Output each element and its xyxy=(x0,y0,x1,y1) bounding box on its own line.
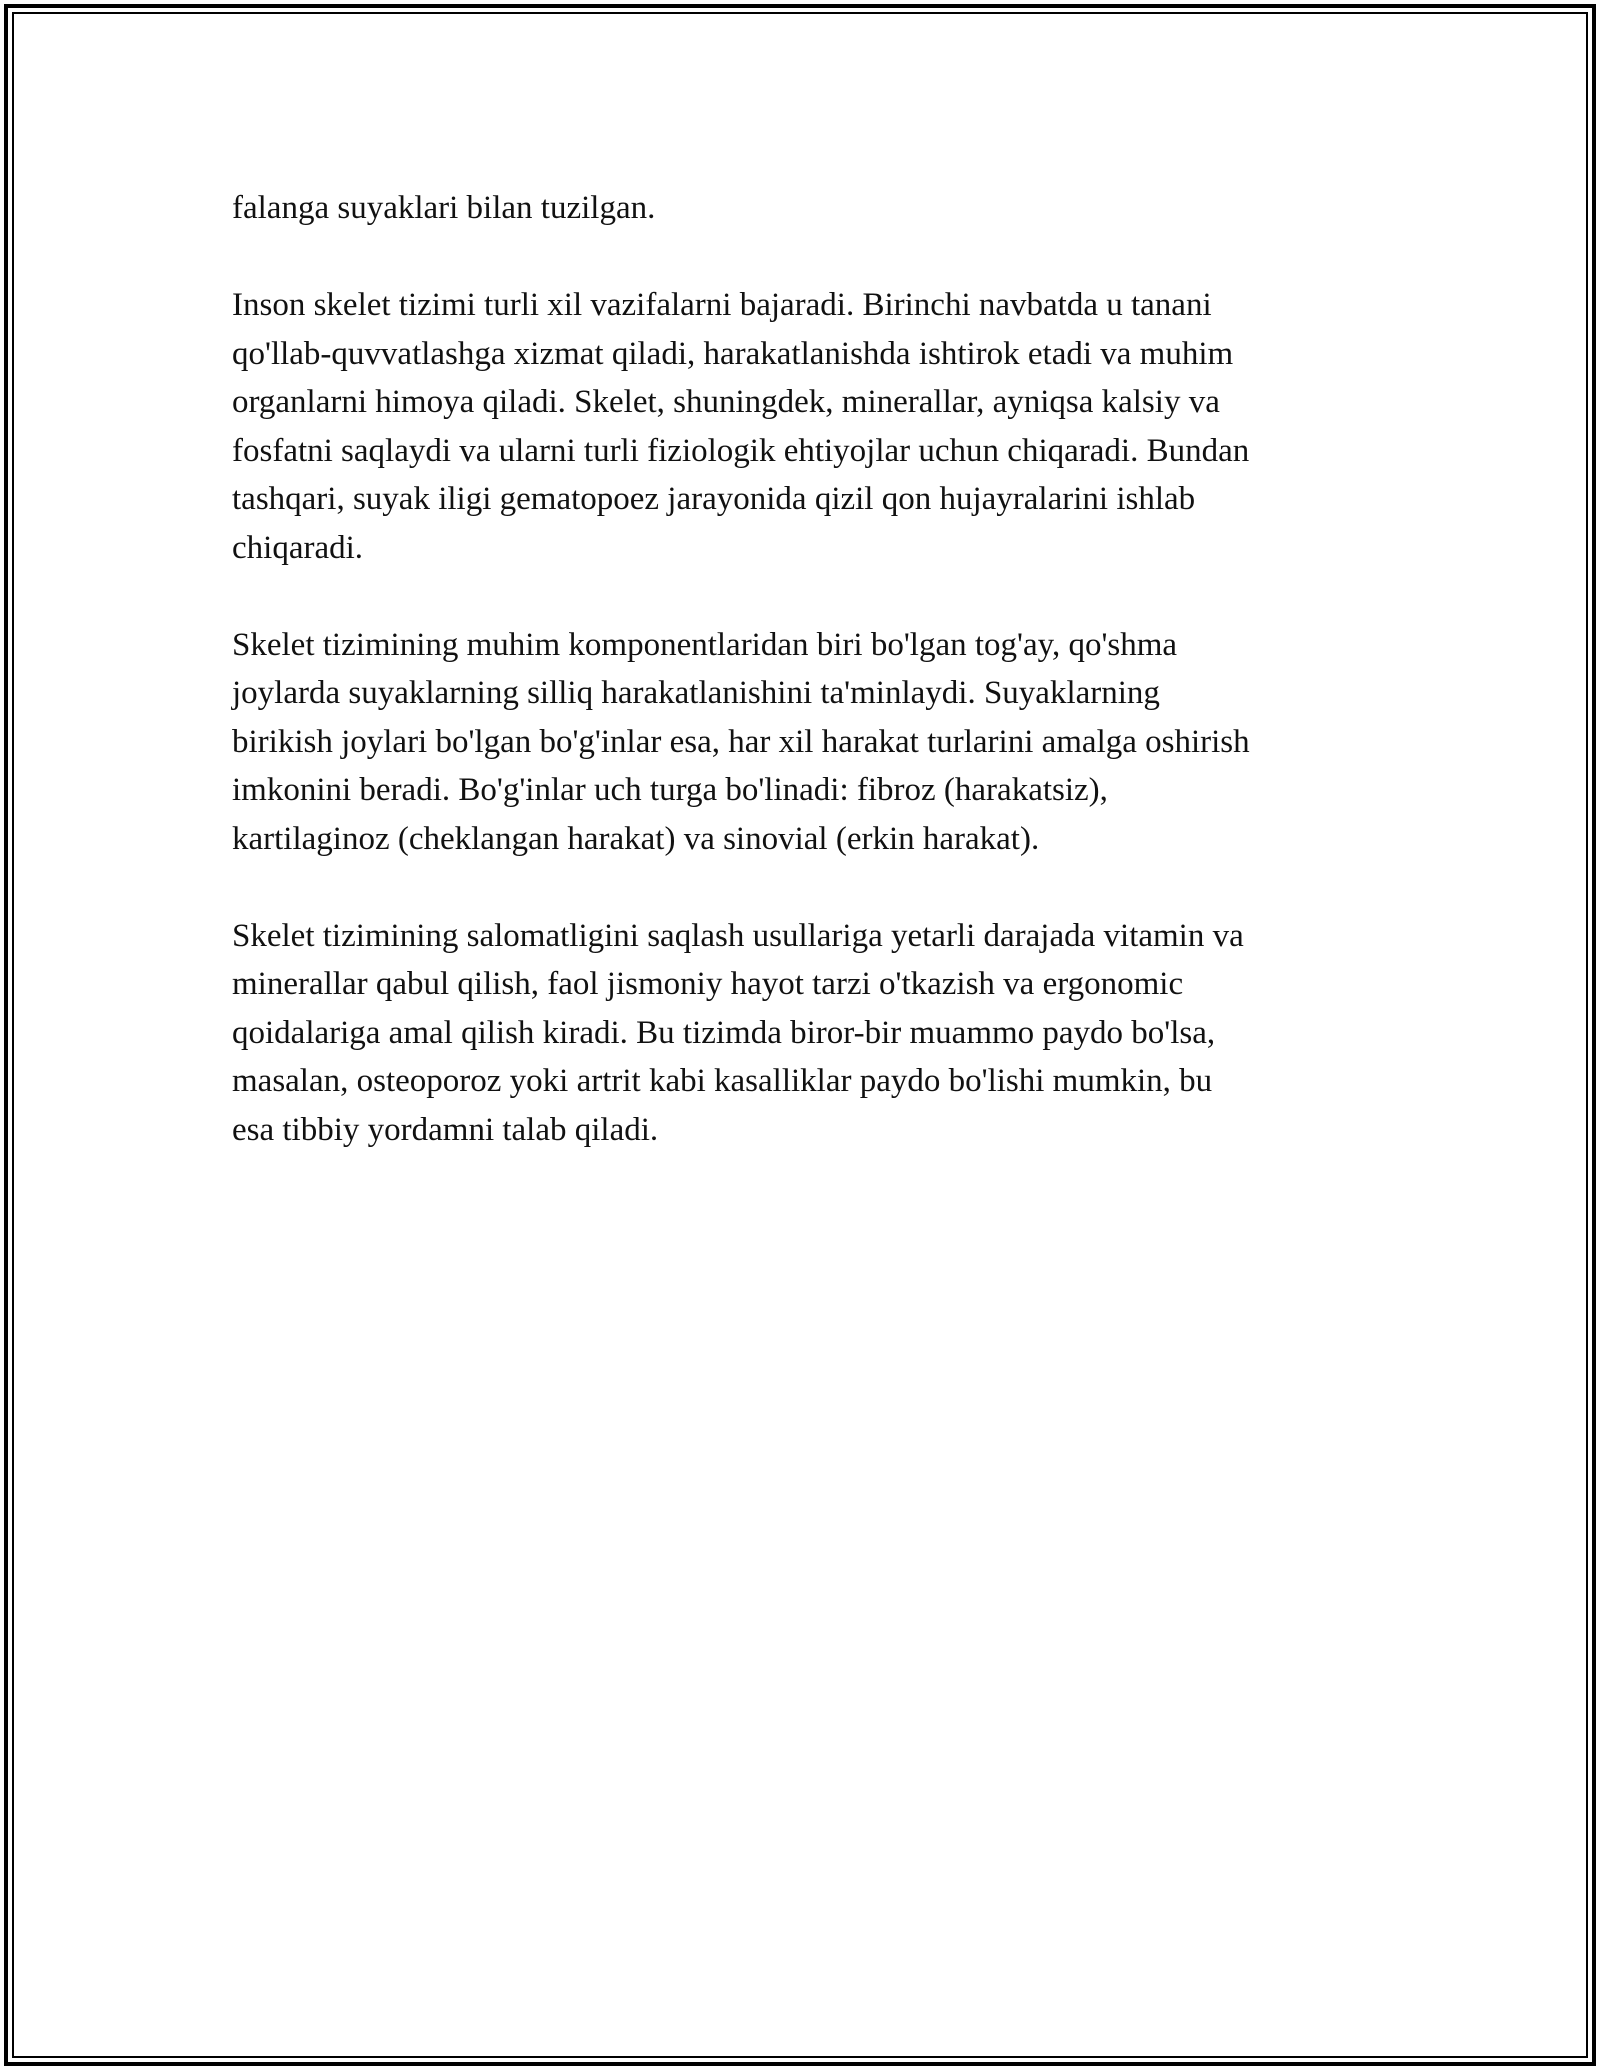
paragraph-3: Skelet tizimining muhim komponentlaridan biri bo'lgan tog'ay, qo'shma joylarda suyaklarning silliq harakatlanishini ta'minlaydi. Suyaklarning birikish joylari bo'lgan bo'g'inlar esa, har xil harakat turlarini amalga oshirish imkonini beradi. Bo'g'inlar uch turga bo'linadi: fibroz (harakatsiz), kartilaginoz (cheklangan harakat) va sinovial (erkin harakat). xyxy=(232,626,1250,857)
paragraph-1: falanga suyaklari bilan tuzilgan. xyxy=(232,190,656,226)
paragraph-4: Skelet tizimining salomatligini saqlash usullariga yetarli darajada vitamin va minerallar qabul qilish, faol jismoniy hayot tarzi o'tkazish va ergonomic qoidalariga amal qilish kiradi. Bu tizimda biror-bir muammo paydo bo'lsa, masalan, osteoporoz yoki artrit kabi kasalliklar paydo bo'lishi mumkin, bu esa tibbiy yordamni talab qiladi. xyxy=(232,917,1244,1148)
document-body xyxy=(232,184,1392,1203)
paragraph-2: Inson skelet tizimi turli xil vazifalarni bajaradi. Birinchi navbatda u tanani qo'llab-quvvatlashga xizmat qiladi, harakatlanishda ishtirok etadi va muhim organlarni himoya qiladi. Skelet, shuningdek, minerallar, ayniqsa kalsiy va fosfatni saqlaydi va ularni turli fiziologik ehtiyojlar uchun chiqaradi. Bundan tashqari, suyak iligi gematopoez jarayonida qizil qon hujayralarini ishlab chiqaradi. xyxy=(232,287,1250,566)
